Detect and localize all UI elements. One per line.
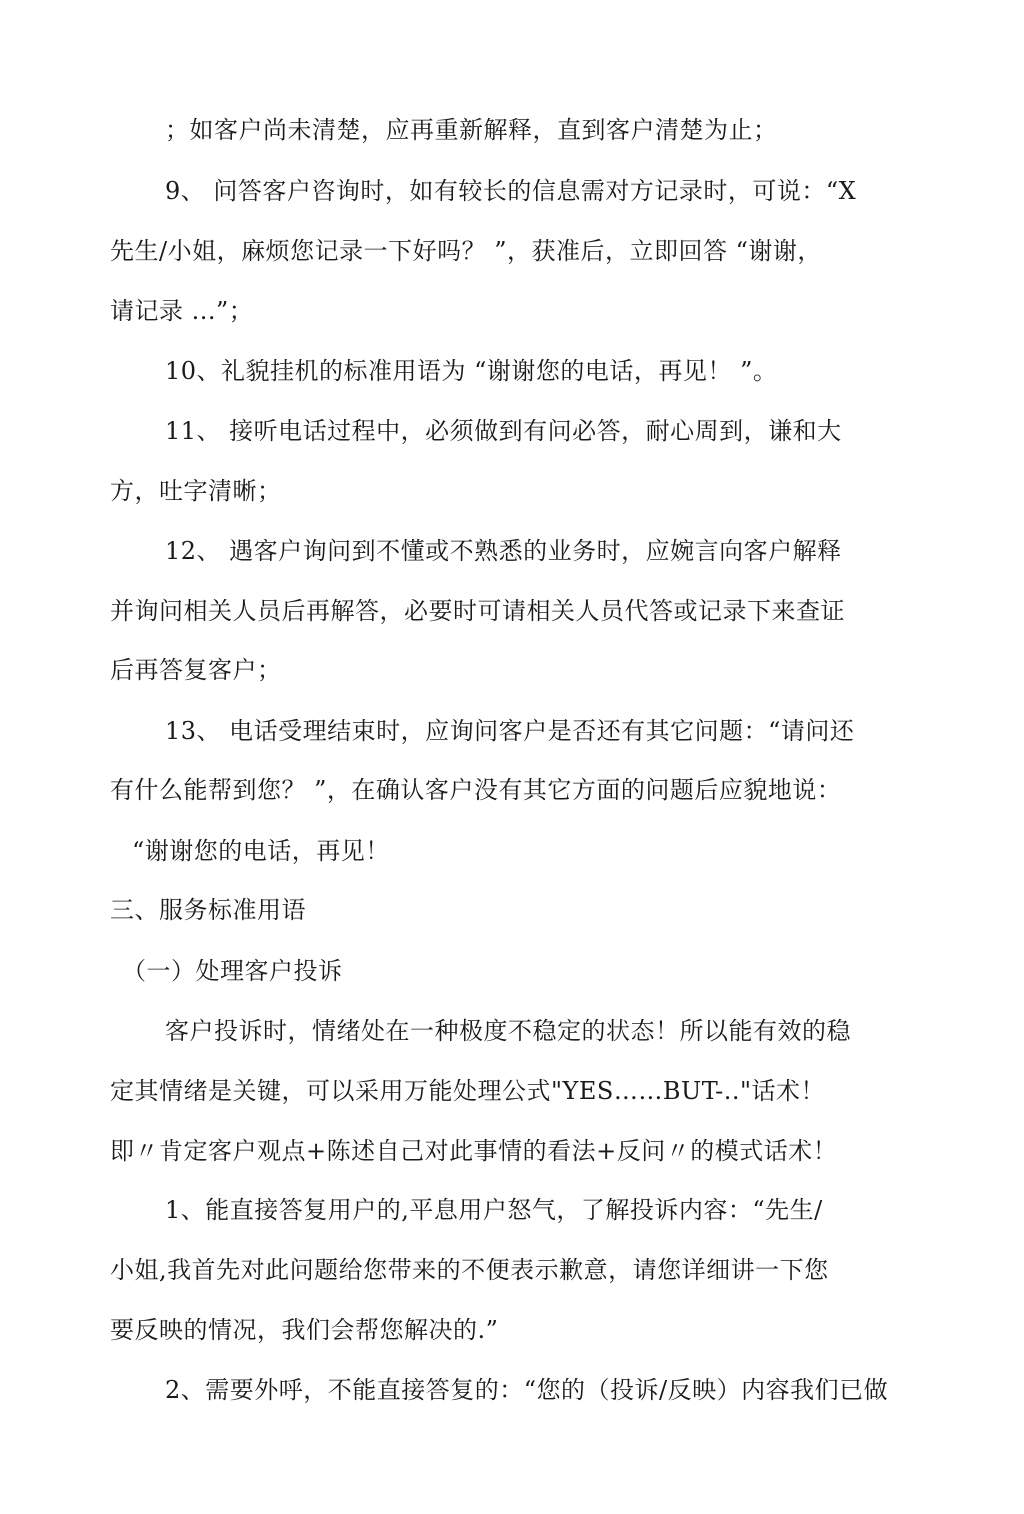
text-line: 后再答复客户； [110, 656, 282, 684]
text-line: 先生/小姐，麻烦您记录一下好吗？ ”，获准后，立即回答 “谢谢， [110, 237, 822, 265]
text-line: 定其情绪是关键，可以采用万能处理公式"YES……BUT-.."话术！ [110, 1077, 826, 1105]
text-line: ；如客户尚未清楚，应再重新解释，直到客户清楚为止； [165, 116, 778, 144]
text-line: 11、 接听电话过程中，必须做到有问必答，耐心周到，谦和大 [165, 417, 842, 445]
text-line: “谢谢您的电话，再见！ [132, 837, 390, 865]
text-line: 1、能直接答复用户的,平息用户怒气，了解投诉内容：“先生/ [165, 1196, 823, 1224]
text-line: 方，吐字清晰； [110, 477, 282, 505]
text-line: 9、 问答客户咨询时，如有较长的信息需对方记录时，可说：“X [165, 177, 857, 205]
text-line: 10、礼貌挂机的标准用语为 “谢谢您的电话，再见！ ”。 [165, 357, 778, 385]
text-line: 小姐,我首先对此问题给您带来的不便表示歉意，请您详细讲一下您 [110, 1256, 829, 1284]
text-line: 客户投诉时，情绪处在一种极度不稳定的状态！所以能有效的稳 [165, 1017, 851, 1045]
text-line: 有什么能帮到您？ ”，在确认客户没有其它方面的问题后应貌地说： [110, 776, 842, 804]
text-line: 12、 遇客户询问到不懂或不熟悉的业务时，应婉言向客户解释 [165, 537, 842, 565]
text-line: 请记录 ...”； [110, 297, 254, 325]
text-line: 2、需要外呼，不能直接答复的：“您的（投诉/反映）内容我们已做 [165, 1376, 889, 1404]
text-line: 13、 电话受理结束时，应询问客户是否还有其它问题：“请问还 [165, 717, 855, 745]
section-heading: 三、服务标准用语 [110, 896, 306, 924]
text-line: 并询问相关人员后再解答，必要时可请相关人员代答或记录下来查证 [110, 597, 845, 625]
text-line: 要反映的情况，我们会帮您解决的.” [110, 1316, 499, 1344]
text-line: 即〃肯定客户观点+陈述自己对此事情的看法+反问〃的模式话术！ [110, 1137, 838, 1165]
subsection-heading: （一）处理客户投诉 [122, 957, 343, 985]
